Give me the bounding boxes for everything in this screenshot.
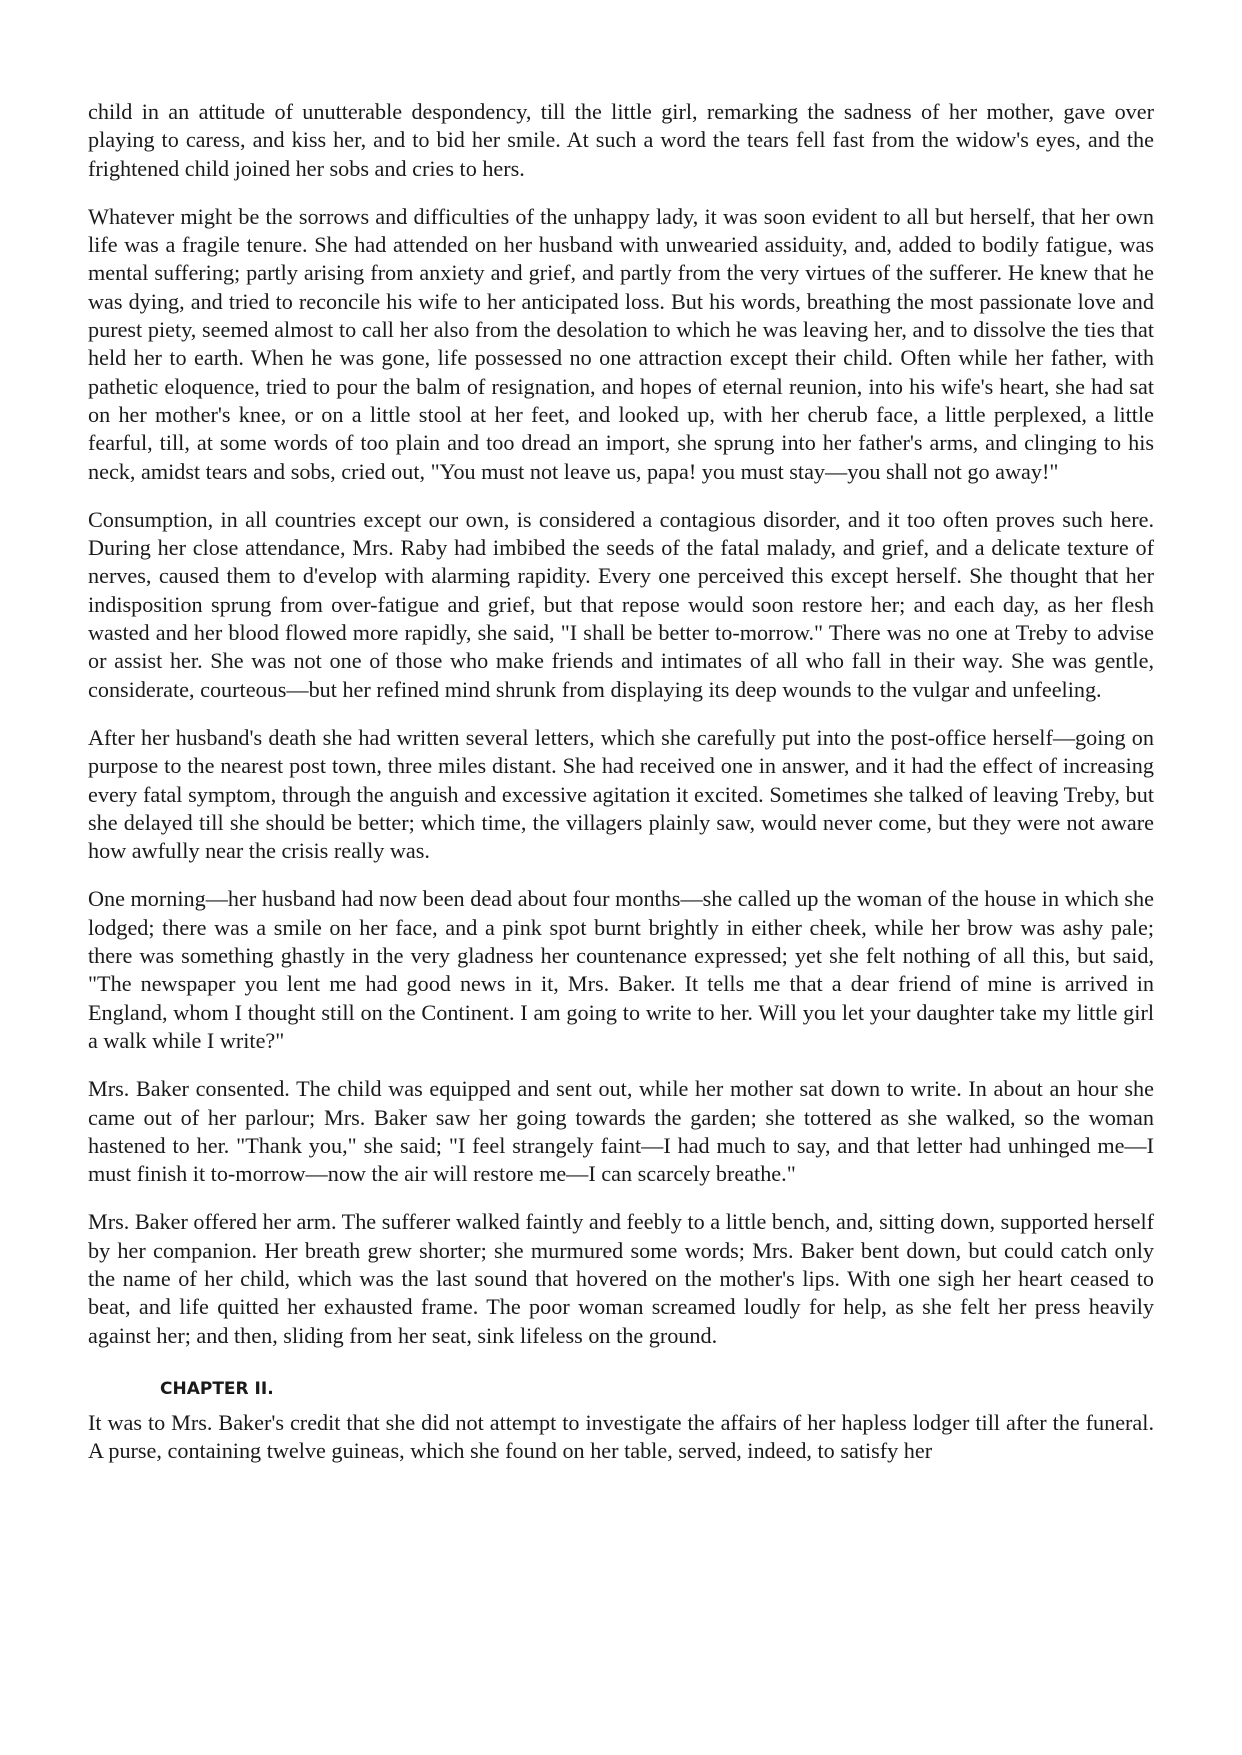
paragraph: After her husband's death she had written several letters, which she carefully put into the post-office herself—going on purpose to the nearest post town, three miles distant. She had received one in answer, and it had the effect of increasing every fatal symptom, through the anguish and excessive agitation it excited. Sometimes she talked of leaving Treby, but she delayed till she should be better; which time, the villagers plainly saw, would never come, but they were not aware how awfully near the crisis really was. — [88, 724, 1154, 864]
paragraph: Whatever might be the sorrows and difficulties of the unhappy lady, it was soon evident to all but herself, that her own life was a fragile tenure. She had attended on her husband with unwearied assiduity, and, added to bodily fatigue, was mental suffering; partly arising from anxiety and grief, and partly from the very virtues of the sufferer. He knew that he was dying, and tried to reconcile his wife to her anticipated loss. But his words, breathing the most passionate love and purest piety, seemed almost to call her also from the desolation to which he was leaving her, and to dissolve the ties that held her to earth. When he was gone, life possessed no one attraction except their child. Often while her father, with pathetic eloquence, tried to pour the balm of resignation, and hopes of eternal reunion, into his wife's heart, she had sat on her mother's knee, or on a little stool at her feet, and looked up, with her cherub face, a little perplexed, a little fearful, till, at some words of too plain and too dread an import, she sprung into her father's arms, and clinging to his neck, amidst tears and sobs, cried out, "You must not leave us, papa! you must stay—you shall not go away!" — [88, 203, 1154, 484]
chapter-heading: CHAPTER II. — [160, 1378, 274, 1399]
paragraph: Mrs. Baker offered her arm. The sufferer walked faintly and feebly to a little bench, and, sitting down, supported herself by her companion. Her breath grew shorter; she murmured some words; Mrs. Baker bent down, but could catch only the name of her child, which was the last sound that hovered on the mother's lips. With one sigh her heart ceased to beat, and life quitted her exhausted frame. The poor woman screamed loudly for help, as she felt her press heavily against her; and then, sliding from her seat, sink lifeless on the ground. — [88, 1209, 1154, 1348]
paragraph: One morning—her husband had now been dead about four months—she called up the woman of the house in which she lodged; there was a smile on her face, and a pink spot burnt brightly in either cheek, while her brow was ashy pale; there was something ghastly in the very gladness her countenance expressed; yet she felt nothing of all this, but said, "The newspaper you lent me had good news in it, Mrs. Baker. It tells me that a dear friend of mine is arrived in England, whom I thought still on the Continent. I am going to write to her. Will you let your daughter take my little girl a walk while I write?" — [88, 886, 1154, 1053]
paragraph: Consumption, in all countries except our own, is considered a contagious disorder, and it too often proves such here. During her close attendance, Mrs. Raby had imbibed the seeds of the fatal malady, and grief, and a delicate texture of nerves, caused them to d'evelop with alarming rapidity. Every one perceived this except herself. She thought that her indisposition sprung from over-fatigue and grief, but that repose would soon restore her; and each day, as her flesh wasted and her blood flowed more rapidly, she said, "I shall be better to-morrow." There was no one at Treby to advise or assist her. She was not one of those who make friends and intimates of all who fall in their way. She was gentle, considerate, courteous—but her refined mind shrunk from displaying its deep wounds to the vulgar and unfeeling. — [88, 506, 1154, 702]
paragraph: child in an attitude of unutterable despondency, till the little girl, remarking the sadness of her mother, gave over playing to caress, and kiss her, and to bid her smile. At such a word the tears fell fast from the widow's eyes, and the frightened child joined her sobs and cries to hers. — [88, 99, 1154, 181]
chapter-opening-paragraph: It was to Mrs. Baker's credit that she did not attempt to investigate the affairs of her hapless lodger till after the funeral. A purse, containing twelve guineas, which she found on her table, served, indeed, to satisfy her — [88, 1409, 1154, 1464]
paragraph: Mrs. Baker consented. The child was equipped and sent out, while her mother sat down to write. In about an hour she came out of her parlour; Mrs. Baker saw her going towards the garden; she tottered as she walked, so the woman hastened to her. "Thank you," she said; "I feel strangely faint—I had much to say, and that letter had unhinged me—I must finish it to-morrow—now the air will restore me—I can scarcely breathe." — [88, 1076, 1154, 1187]
document-page — [88, 98, 1154, 1465]
